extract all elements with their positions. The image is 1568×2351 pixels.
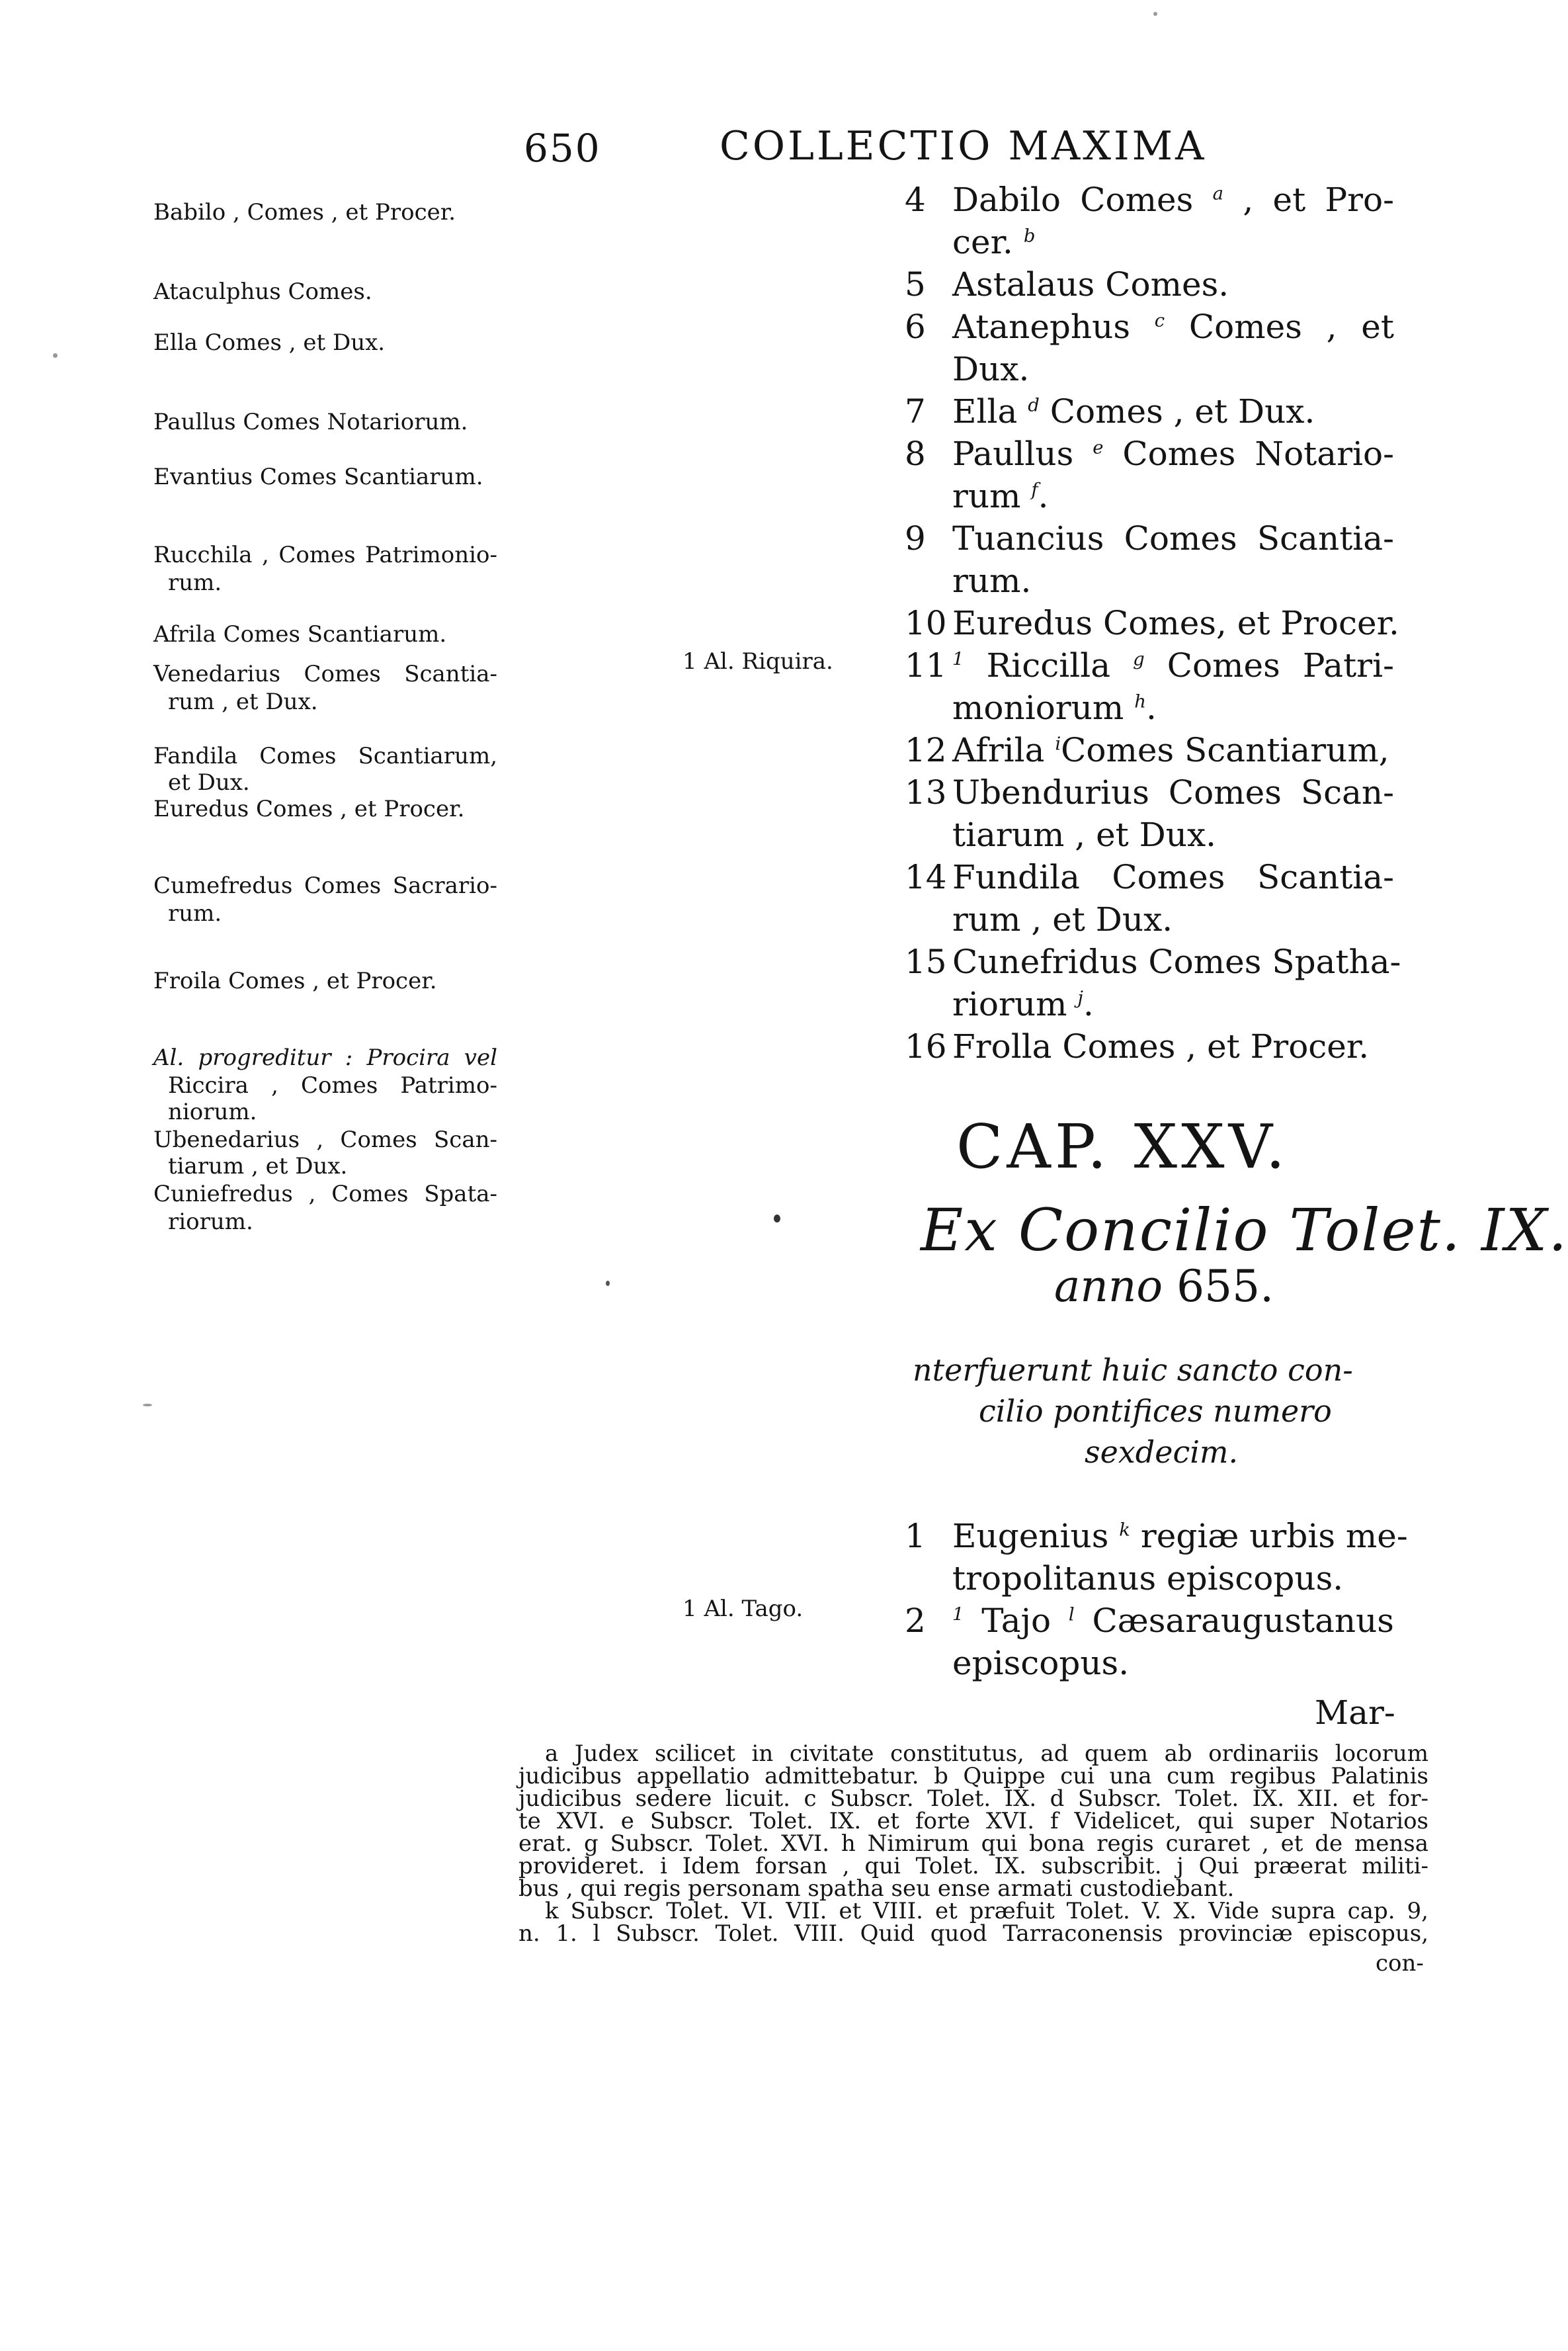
margin-note: niorum. xyxy=(168,1099,257,1125)
intro-line: nterfuerunt huic sancto con- xyxy=(913,1352,1353,1388)
footnote-line: k Subscr. Tolet. VI. VII. et VIII. et præfuit Tolet. V. X. Vide supra cap. 9, xyxy=(545,1898,1428,1924)
footnote-line: n. 1. l Subscr. Tolet. VIII. Quid quod Tarraconensis provinciæ episcopus, xyxy=(518,1920,1428,1947)
footnote-line: judicibus appellatio admittebatur. b Quippe cui una cum regibus Palatinis xyxy=(518,1763,1428,1789)
margin-note: Afrila Comes Scantiarum. xyxy=(153,621,447,648)
intro-line: cilio pontifices numero xyxy=(979,1393,1332,1429)
list-item: 6 Atanephus $^c$ Comes , et xyxy=(905,308,1394,346)
list-item: 5 Astalaus Comes. xyxy=(905,265,1229,304)
list-item: 15 Cunefridus Comes Spatha- xyxy=(905,943,1401,981)
list-item: 9 Tuancius Comes Scantia- xyxy=(905,519,1394,558)
list-item: 14 Fundila Comes Scantia- xyxy=(905,858,1394,896)
margin-note: Paullus Comes Notariorum. xyxy=(153,409,468,435)
list-item-cont: riorum $^j$. xyxy=(952,985,1094,1023)
margin-note: rum , et Dux. xyxy=(168,689,318,715)
margin-note: Venedarius Comes Scantia- xyxy=(153,661,497,687)
running-title: COLLECTIO MAXIMA xyxy=(720,123,1207,169)
margin-note: Babilo , Comes , et Procer. xyxy=(153,199,456,226)
margin-note: Ataculphus Comes. xyxy=(153,278,372,305)
page-number: 650 xyxy=(524,126,601,171)
margin-note: rum. xyxy=(168,900,222,927)
list-item-cont: episcopus. xyxy=(952,1644,1130,1682)
chapter-number: CAP. XXV. xyxy=(956,1111,1290,1182)
footnote-catchword: con- xyxy=(1376,1950,1424,1977)
side-note-tago: 1 Al. Tago. xyxy=(682,1596,804,1622)
footnote-line: judicibus sedere licuit. c Subscr. Tolet. IX. d Subscr. Tolet. IX. XII. et for- xyxy=(518,1785,1428,1812)
list-item-cont: moniorum $^h$. xyxy=(952,689,1157,727)
list-item: 12 Afrila $^i$Comes Scantiarum, xyxy=(905,731,1389,769)
margin-note: Riccira , Comes Patrimo- xyxy=(168,1072,497,1099)
list-item-cont: cer. $^b$ xyxy=(952,223,1036,261)
margin-note: Ubenedarius , Comes Scan- xyxy=(153,1127,497,1153)
intro-line: sexdecim. xyxy=(1085,1434,1239,1470)
side-note-riquira: 1 Al. Riquira. xyxy=(682,648,833,675)
list-item: 11 $^1$ Riccilla $^g$ Comes Patri- xyxy=(905,646,1394,685)
margin-note: Cumefredus Comes Sacrario- xyxy=(153,873,497,899)
ink-speck xyxy=(53,353,58,358)
ink-speck xyxy=(606,1281,610,1286)
chapter-year: anno 655. xyxy=(1054,1261,1274,1312)
list-item: 1 Eugenius $^k$ regiæ urbis me- xyxy=(905,1517,1408,1555)
list-item-cont: Dux. xyxy=(952,350,1030,388)
list-item: 13 Ubendurius Comes Scan- xyxy=(905,773,1394,812)
catchword: Mar- xyxy=(1315,1693,1395,1732)
chapter-title: Ex Concilio Tolet. IX. xyxy=(921,1196,1568,1264)
margin-note: Rucchila , Comes Patrimonio- xyxy=(153,542,497,568)
list-item-cont: rum $^f$. xyxy=(952,477,1049,515)
list-item: 7 Ella $^d$ Comes , et Dux. xyxy=(905,392,1315,431)
list-item-cont: tropolitanus episcopus. xyxy=(952,1559,1344,1598)
list-item-cont: tiarum , et Dux. xyxy=(952,816,1217,854)
footnote-line: erat. g Subscr. Tolet. XVI. h Nimirum qui bona regis curaret , et de mensa xyxy=(518,1830,1428,1857)
margin-note: Ella Comes , et Dux. xyxy=(153,329,386,356)
footnote-line: provideret. i Idem forsan , qui Tolet. IX. subscribit. j Qui præerat militi- xyxy=(518,1853,1428,1879)
list-item: 10 Euredus Comes, et Procer. xyxy=(905,604,1399,642)
footnote-line: te XVI. e Subscr. Tolet. IX. et forte XVI. f Videlicet, qui super Notarios xyxy=(518,1808,1428,1834)
margin-note: Fandila Comes Scantiarum, xyxy=(153,743,497,769)
ink-speck xyxy=(143,1404,152,1406)
footnote-line: bus , qui regis personam spatha seu ense armati custodiebant. xyxy=(518,1875,1235,1902)
margin-note: Cuniefredus , Comes Spata- xyxy=(153,1181,497,1207)
list-item-cont: rum , et Dux. xyxy=(952,900,1173,939)
margin-note: Evantius Comes Scantiarum. xyxy=(153,464,483,490)
list-item-cont: rum. xyxy=(952,562,1032,600)
margin-note: tiarum , et Dux. xyxy=(168,1153,348,1179)
ink-speck xyxy=(774,1215,780,1222)
list-item: 8 Paullus $^e$ Comes Notario- xyxy=(905,435,1394,473)
ink-speck xyxy=(1153,12,1157,16)
margin-note: et Dux. xyxy=(168,769,250,796)
margin-note: rum. xyxy=(168,570,222,596)
margin-note: Al. progreditur : Procira vel xyxy=(153,1045,497,1071)
margin-note: Euredus Comes , et Procer. xyxy=(153,796,465,822)
list-item: 16 Frolla Comes , et Procer. xyxy=(905,1027,1370,1066)
list-item: 4 Dabilo Comes $^a$ , et Pro- xyxy=(905,181,1395,219)
list-item: 2 $^1$ Tajo $^l$ Cæsaraugustanus xyxy=(905,1602,1394,1640)
margin-note: Froila Comes , et Procer. xyxy=(153,968,437,994)
footnote-line: a Judex scilicet in civitate constitutus, ad quem ab ordinariis locorum xyxy=(545,1740,1428,1767)
margin-note: riorum. xyxy=(168,1209,253,1235)
